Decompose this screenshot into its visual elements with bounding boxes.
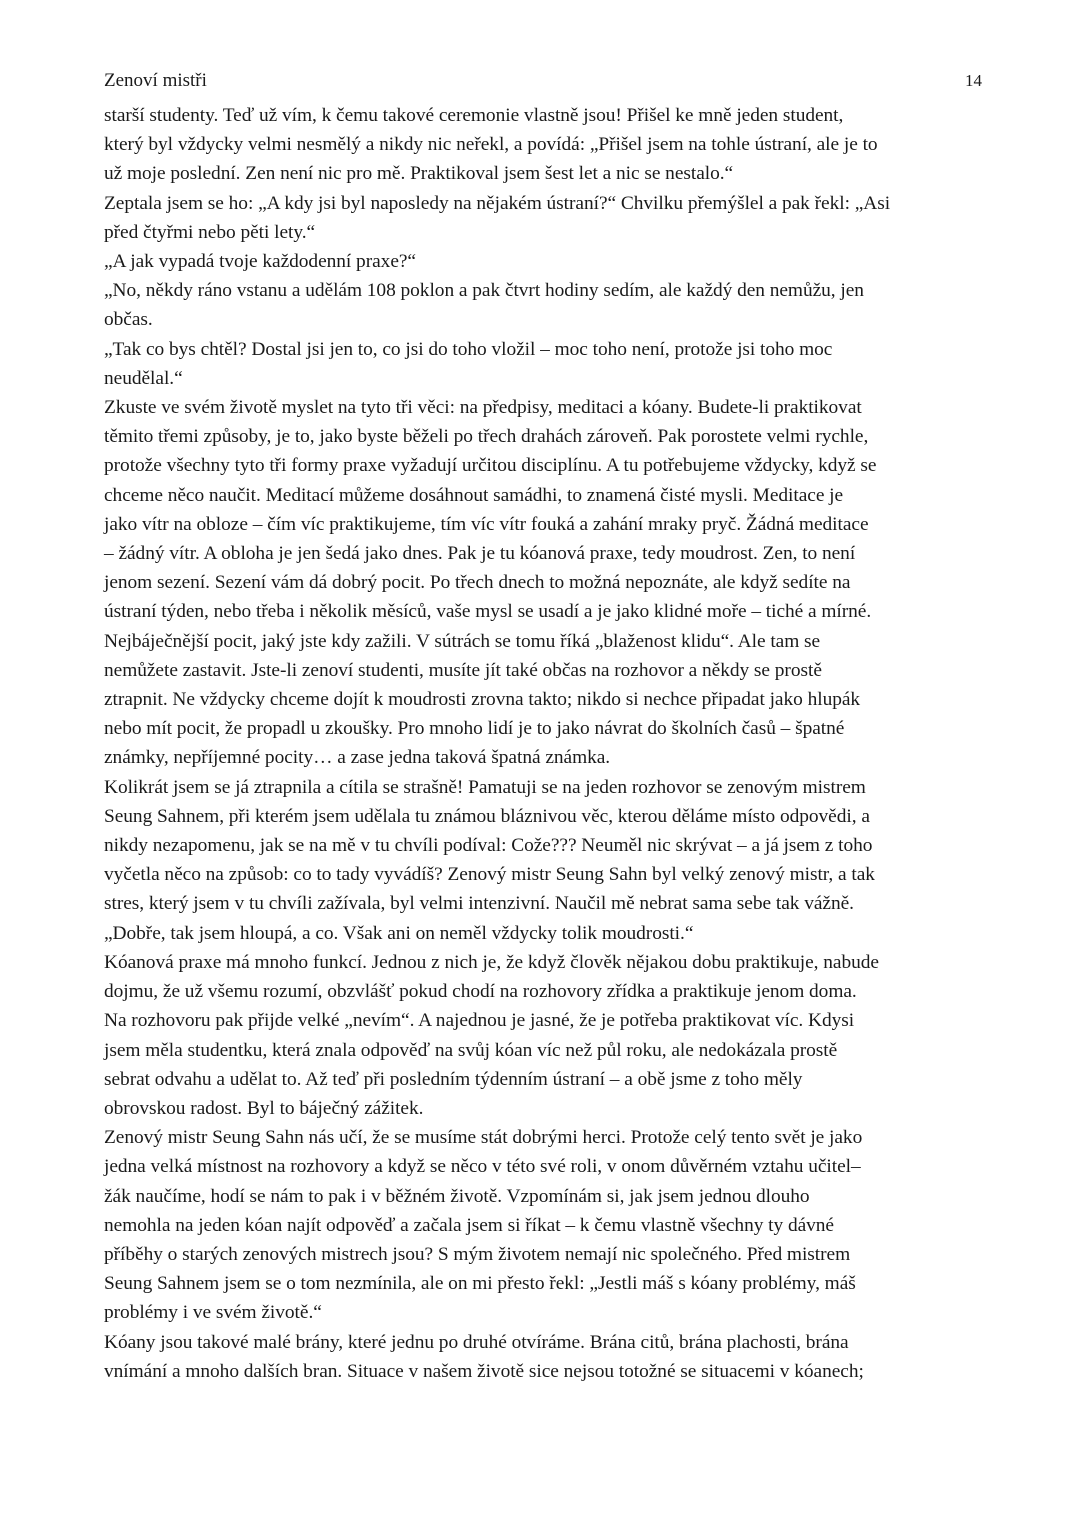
text-line: jenom sezení. Sezení vám dá dobrý pocit. Po třech dnech to možná nepoznáte, ale když sedíte na <box>104 572 851 594</box>
text-line: neudělal.“ <box>104 367 183 389</box>
text-line: Na rozhovoru pak přijde velké „nevím“. A najednou je jasné, že je potřeba praktikovat víc. Kdysi <box>104 1010 855 1032</box>
text-line: nemůžete zastavit. Jste-li zenoví studenti, musíte jít také občas na rozhovor a někdy se prostě <box>104 659 822 681</box>
text-line: Seung Sahnem jsem se o tom nezmínila, ale on mi přesto řekl: „Jestli máš s kóany problémy, máš <box>104 1273 856 1295</box>
text-line: vnímání a mnoho dalších bran. Situace v našem životě sice nejsou totožné se situacemi v kóanech; <box>104 1360 864 1382</box>
text-line: vyčetla něco na způsob: co to tady vyvádíš? Zenový mistr Seung Sahn byl velký zenový mistr, a tak <box>104 864 875 886</box>
text-line: nebo mít pocit, že propadl u zkoušky. Pro mnoho lidí je to jako návrat do školních časů – špatné <box>104 718 845 740</box>
text-line: Zenový mistr Seung Sahn nás učí, že se musíme stát dobrými herci. Protože celý tento svět je jako <box>104 1127 863 1149</box>
text-line: „No, někdy ráno vstanu a udělám 108 poklon a pak čtvrt hodiny sedím, ale každý den nemůžu, jen <box>104 280 864 302</box>
text-line: starší studenty. Teď už vím, k čemu takové ceremonie vlastně jsou! Přišel ke mně jeden student, <box>104 105 844 126</box>
text-line: Kóanová praxe má mnoho funkcí. Jednou z nich je, že když člověk nějakou dobu praktikuje, nabude <box>104 951 879 973</box>
text-line: nikdy nezapomenu, jak se na mě v tu chvíli podíval: Cože??? Neuměl nic skrývat – a já jsem z toho <box>104 835 873 857</box>
text-line: nemohla na jeden kóan najít odpověď a začala jsem si říkat – k čemu vlastně všechny ty dávné <box>104 1214 834 1236</box>
text-line: který byl vždycky velmi nesmělý a nikdy nic neřekl, a povídá: „Přišel jsem na tohle ústraní, ale je to <box>104 134 878 156</box>
text-line: obrovskou radost. Byl to báječný zážitek. <box>104 1097 424 1119</box>
text-line: ústraní týden, nebo třeba i několik měsíců, vaše mysl se usadí a je jako klidné moře – tiché a mírné. <box>104 601 872 623</box>
text-line: dojmu, že už všemu rozumí, obzvlášť pokud chodí na rozhovory zřídka a praktikuje jenom doma. <box>104 981 857 1003</box>
page-number: 14 <box>965 71 982 90</box>
text-line: Kóany jsou takové malé brány, které jednu po druhé otvíráme. Brána citů, brána plachosti, brána <box>104 1331 849 1353</box>
text-line: před čtyřmi nebo pěti lety.“ <box>104 221 316 243</box>
text-line: Seung Sahnem, při kterém jsem udělala tu známou bláznivou věc, kterou děláme místo odpovědi, a <box>104 805 870 827</box>
text-line: Nejbáječnější pocit, jaký jste kdy zažili. V sútrách se tomu říká „blaženost klidu“. Ale tam se <box>104 630 821 652</box>
text-line: občas. <box>104 309 153 331</box>
text-line: „A jak vypadá tvoje každodenní praxe?“ <box>104 251 416 273</box>
text-line: „Dobře, tak jsem hloupá, a co. Však ani on neměl vždycky tolik moudrosti.“ <box>104 922 694 944</box>
text-line: Zkuste ve svém životě myslet na tyto tři věci: na předpisy, meditaci a kóany. Budete-li praktikovat <box>104 397 862 419</box>
text-line: jako vítr na obloze – čím víc praktikujeme, tím víc vítr fouká a zahání mraky pryč. Žádná meditace <box>104 513 869 535</box>
text-line: stres, který jsem v tu chvíli zažívala, byl velmi intenzivní. Naučil mě nebrat sama sebe tak vážně. <box>104 893 854 915</box>
text-line: Zeptala jsem se ho: „A kdy jsi byl naposledy na nějakém ústraní?“ Chvilku přemýšlel a pak řekl: „Asi <box>104 192 891 214</box>
text-line: těmito třemi způsoby, je to, jako byste běželi po třech drahách zároveň. Pak porostete velmi rychle, <box>104 426 869 448</box>
running-title: Zenoví mistři <box>104 70 207 91</box>
text-line: už moje poslední. Zen není nic pro mě. Praktikoval jsem šest let a nic se nestalo.“ <box>104 163 734 185</box>
text-line: známky, nepříjemné pocity… a zase jedna taková špatná známka. <box>104 747 611 769</box>
text-line: žák naučíme, hodí se nám to pak i v běžném životě. Vzpomínám si, jak jsem jednou dlouho <box>104 1185 810 1207</box>
text-line: protože všechny tyto tři formy praxe vyžadují určitou disciplínu. A tu potřebujeme vždycky, když se <box>104 455 877 477</box>
text-line: jedna velká místnost na rozhovory a když se něco v této své roli, v onom důvěrném vztahu učitel– <box>104 1156 861 1178</box>
text-line: – žádný vítr. A obloha je jen šedá jako dnes. Pak je tu kóanová praxe, tedy moudrost. Zen, to není <box>104 543 856 565</box>
text-line: jsem měla studentku, která znala odpověď na svůj kóan víc než půl roku, ale nedokázala prostě <box>104 1039 838 1061</box>
page-header <box>104 64 982 98</box>
body-text <box>104 101 984 1386</box>
text-line: „Tak co bys chtěl? Dostal jsi jen to, co jsi do toho vložil – moc toho není, protože jsi toho moc <box>104 338 833 360</box>
text-line: příběhy o starých zenových mistrech jsou? S mým životem nemají nic společného. Před mistrem <box>104 1243 851 1265</box>
text-line: sebrat odvahu a udělat to. Až teď při posledním týdenním ústraní – a obě jsme z toho měly <box>104 1068 803 1090</box>
text-line: chceme něco naučit. Meditací můžeme dosáhnout samádhi, to znamená čisté mysli. Meditace je <box>104 484 844 506</box>
text-line: Kolikrát jsem se já ztrapnila a cítila se strašně! Pamatuji se na jeden rozhovor se zenovým mistrem <box>104 776 866 798</box>
text-line: problémy i ve svém životě.“ <box>104 1302 322 1324</box>
text-line: ztrapnit. Ne vždycky chceme dojít k moudrosti zrovna takto; nikdo si nechce připadat jako hlupák <box>104 689 861 711</box>
